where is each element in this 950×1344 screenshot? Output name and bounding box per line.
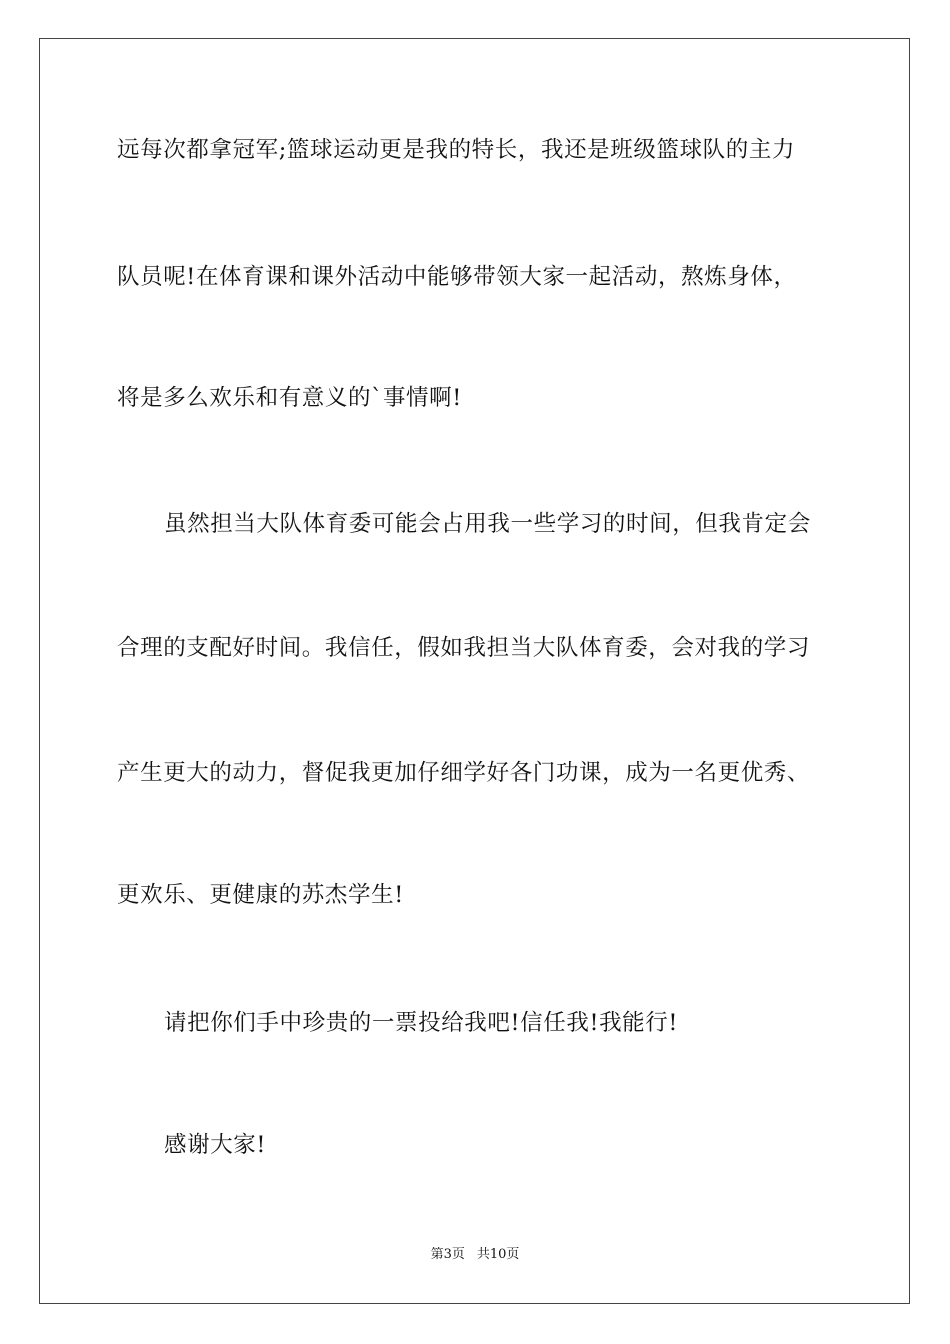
paragraph-line: 将是多么欢乐和有意义的`事情啊! (117, 385, 462, 411)
paragraph-line: 队员呢!在体育课和课外活动中能够带领大家一起活动，熬炼身体， (117, 264, 797, 290)
paragraph-line: 请把你们手中珍贵的一票投给我吧!信任我!我能行! (164, 1010, 679, 1036)
page-total: 共10页 (476, 1247, 520, 1262)
page-border (39, 38, 910, 1304)
paragraph-line: 感谢大家! (164, 1132, 267, 1158)
paragraph-line: 产生更大的动力，督促我更加仔细学好各门功课，成为一名更优秀、 (117, 760, 811, 786)
paragraph-line: 更欢乐、更健康的苏杰学生! (117, 882, 404, 908)
page-footer (0, 1246, 950, 1264)
page-number: 第3页 (430, 1247, 465, 1262)
paragraph-line: 远每次都拿冠军;篮球运动更是我的特长，我还是班级篮球队的主力 (117, 137, 796, 163)
paragraph-line: 合理的支配好时间。我信任，假如我担当大队体育委，会对我的学习 (117, 635, 811, 661)
paragraph-line: 虽然担当大队体育委可能会占用我一些学习的时间，但我肯定会 (164, 511, 811, 537)
